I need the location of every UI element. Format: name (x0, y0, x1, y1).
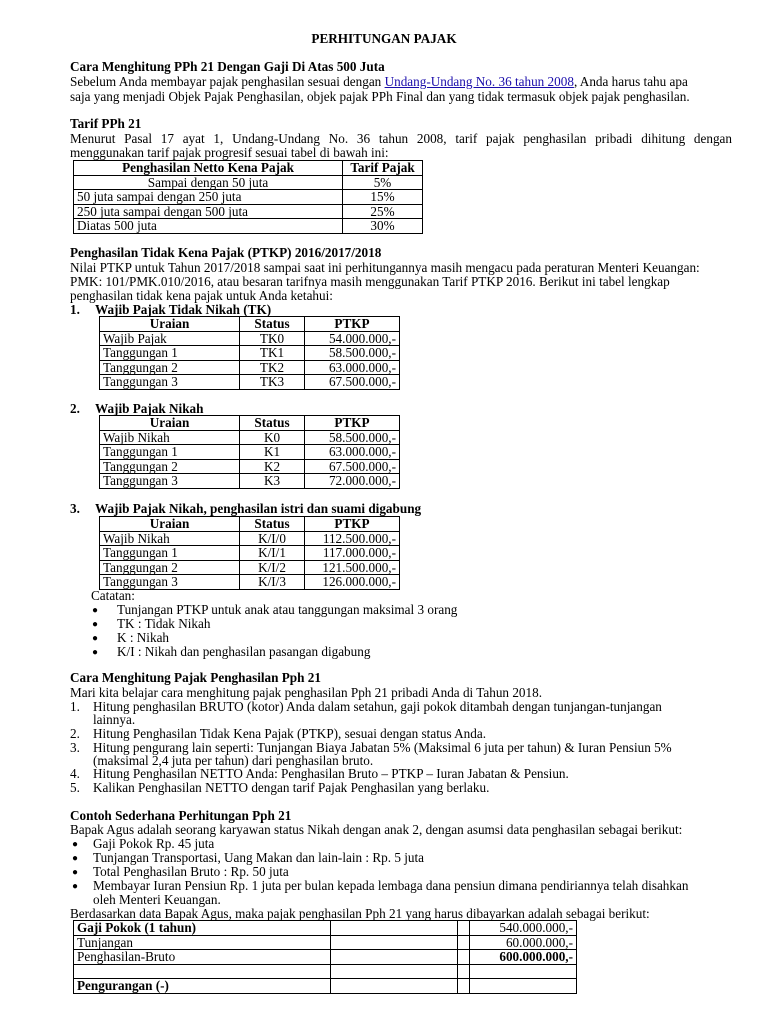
table-cell: TK1 (240, 346, 305, 361)
table-cell: Tanggungan 3 (100, 474, 240, 489)
table-header-cell: Penghasilan Netto Kena Pajak (74, 161, 343, 176)
paragraph-line: Nilai PTKP untuk Tahun 2017/2018 sampai saat ini perhitungannya masih mengacu pada peraturan Menteri Keuangan: (70, 260, 700, 275)
table-row (74, 964, 577, 979)
table-row (74, 175, 423, 190)
table-cell (331, 921, 458, 936)
table-cell: 60.000.000,- (470, 935, 577, 950)
table-cell: 112.500.000,- (305, 531, 400, 546)
catatan-label: Catatan: (91, 588, 135, 603)
table-cell: 121.500.000,- (305, 560, 400, 575)
table-row (74, 950, 577, 965)
table-row (100, 459, 400, 474)
note-item: K/I : Nikah dan penghasilan pasangan digabung (117, 644, 371, 659)
bullet-icon: ● (92, 605, 99, 616)
table-header-row (100, 517, 400, 532)
table-row (100, 360, 400, 375)
calculation-table (73, 920, 577, 994)
paragraph-line: penghasilan tidak kena pajak untuk Anda ketahui: (70, 288, 333, 303)
section-heading-ptkp: Penghasilan Tidak Kena Pajak (PTKP) 2016/2017/2018 (70, 245, 382, 260)
table-cell (74, 964, 331, 979)
table-header-row (100, 416, 400, 431)
table-cell: Tanggungan 3 (100, 575, 240, 590)
table-header-cell: Tarif Pajak (343, 161, 423, 176)
list-number: 4. (70, 766, 80, 781)
table-cell: 63.000.000,- (305, 360, 400, 375)
table-cell: Gaji Pokok (1 tahun) (74, 921, 331, 936)
table-header-cell: Status (240, 416, 305, 431)
table-row (74, 979, 577, 994)
table-cell (458, 935, 470, 950)
table-cell: 50 juta sampai dengan 250 juta (74, 190, 343, 205)
step-item: Hitung Penghasilan NETTO Anda: Penghasilan Bruto – PTKP – Iuran Jabatan & Pensiun. (93, 766, 569, 781)
step-item: Kalikan Penghasilan NETTO dengan tarif Pajak Penghasilan yang berlaku. (93, 780, 490, 795)
uu-36-2008-link[interactable]: Undang-Undang No. 36 tahun 2008 (384, 74, 574, 89)
table-row (74, 219, 423, 234)
paragraph-line: PMK: 101/PMK.010/2016, atau besaran tarifnya masih menggunakan Tarif PTKP 2016. Berikut ini tabel lengkap (70, 274, 670, 289)
list-number: 3. (70, 501, 80, 516)
table-cell: K/I/3 (240, 575, 305, 590)
table-cell: 15% (343, 190, 423, 205)
table-cell: K2 (240, 459, 305, 474)
step-item: Hitung penghasilan BRUTO (kotor) Anda dalam setahun, gaji pokok ditambah dengan tunjangan-tunjangan (93, 699, 662, 714)
table-cell (331, 950, 458, 965)
table-cell (331, 964, 458, 979)
table-cell: 72.000.000,- (305, 474, 400, 489)
table-cell (470, 979, 577, 994)
paragraph-text: , Anda harus tahu apa (573, 74, 688, 89)
bullet-icon: ● (92, 633, 99, 644)
example-item: Total Penghasilan Bruto : Rp. 50 juta (93, 864, 289, 879)
table-row (100, 375, 400, 390)
table-cell: 63.000.000,- (305, 445, 400, 460)
table-cell: Tunjangan (74, 935, 331, 950)
ptkp-table-nikah (99, 415, 400, 489)
table-cell: K/I/2 (240, 560, 305, 575)
list-number: 1. (70, 302, 80, 317)
paragraph-line (70, 75, 688, 89)
paragraph-line: Mari kita belajar cara menghitung pajak penghasilan Pph 21 pribadi Anda di Tahun 2018. (70, 685, 542, 700)
table-cell: 250 juta sampai dengan 500 juta (74, 204, 343, 219)
table-cell: Tanggungan 3 (100, 375, 240, 390)
table-cell: Wajib Nikah (100, 531, 240, 546)
section-heading-contoh: Contoh Sederhana Perhitungan Pph 21 (70, 808, 292, 823)
table-cell: 67.500.000,- (305, 375, 400, 390)
table-header-cell: Uraian (100, 416, 240, 431)
table-row (74, 204, 423, 219)
table-cell: 25% (343, 204, 423, 219)
table-cell: K1 (240, 445, 305, 460)
table-header-cell: PTKP (305, 416, 400, 431)
table-cell: 58.500.000,- (305, 346, 400, 361)
table-row (100, 430, 400, 445)
table-cell: 67.500.000,- (305, 459, 400, 474)
table-header-cell: Uraian (100, 517, 240, 532)
step-item-cont: lainnya. (93, 712, 136, 727)
table-cell: K/I/0 (240, 531, 305, 546)
paragraph-line: saja yang menjadi Objek Pajak Penghasilan, objek pajak PPh Final dan yang tidak termasuk objek pajak penghasilan. (70, 89, 690, 104)
table-cell: Pengurangan (-) (74, 979, 331, 994)
table-cell: 600.000.000,- (470, 950, 577, 965)
table-cell: Diatas 500 juta (74, 219, 343, 234)
table-header-cell: PTKP (305, 517, 400, 532)
example-item-cont: oleh Menteri Keuangan. (93, 892, 221, 907)
table-header-row (100, 317, 400, 332)
table-row (74, 935, 577, 950)
table-cell: Tanggungan 2 (100, 560, 240, 575)
bullet-icon: ● (92, 619, 99, 630)
paragraph-line: Berdasarkan data Bapak Agus, maka pajak penghasilan Pph 21 yang harus dibayarkan adalah sebagai berikut: (70, 906, 650, 921)
table-row (74, 190, 423, 205)
table-cell: Wajib Pajak (100, 331, 240, 346)
note-item: TK : Tidak Nikah (117, 616, 211, 631)
table-row (100, 560, 400, 575)
ptkp-table-digabung (99, 516, 400, 590)
table-cell: Wajib Nikah (100, 430, 240, 445)
bullet-icon: ● (72, 839, 79, 850)
table-row (100, 575, 400, 590)
paragraph-text: Sebelum Anda membayar pajak penghasilan sesuai dengan (70, 74, 385, 89)
table-cell: 30% (343, 219, 423, 234)
paragraph-line: menggunakan tarif pajak progresif sesuai tabel di bawah ini: (70, 145, 389, 160)
list-number: 3. (70, 740, 80, 755)
step-item: Hitung pengurang lain seperti: Tunjangan Biaya Jabatan 5% (Maksimal 6 juta per tahun) & Iuran Pensiun 5% (93, 740, 672, 755)
table-cell: K/I/1 (240, 546, 305, 561)
table-cell: Tanggungan 1 (100, 546, 240, 561)
table-header-cell: Status (240, 517, 305, 532)
list-number: 5. (70, 780, 80, 795)
table-cell: TK3 (240, 375, 305, 390)
table-cell: K0 (240, 430, 305, 445)
table-header-cell: Uraian (100, 317, 240, 332)
list-number: 2. (70, 401, 80, 416)
page-title: PERHITUNGAN PAJAK (311, 31, 457, 46)
table-cell: Sampai dengan 50 juta (74, 175, 343, 190)
table-cell: 126.000.000,- (305, 575, 400, 590)
bullet-icon: ● (72, 867, 79, 878)
section-heading-cara: Cara Menghitung Pajak Penghasilan Pph 21 (70, 670, 321, 685)
table-cell (331, 935, 458, 950)
table-row (100, 546, 400, 561)
example-item: Gaji Pokok Rp. 45 juta (93, 836, 215, 851)
table-cell: Penghasilan-Bruto (74, 950, 331, 965)
table-cell: Tanggungan 1 (100, 445, 240, 460)
ptkp-table3-title: Wajib Pajak Nikah, penghasilan istri dan suami digabung (95, 501, 422, 516)
table-row (74, 921, 577, 936)
example-item: Membayar Iuran Pensiun Rp. 1 juta per bulan kepada lembaga dana pensiun dimana pendiriannya telah disahkan (93, 878, 689, 893)
table-cell (458, 950, 470, 965)
list-number: 1. (70, 699, 80, 714)
section-heading-pph21-500juta: Cara Menghitung PPh 21 Dengan Gaji Di Atas 500 Juta (70, 59, 385, 74)
table-row (100, 331, 400, 346)
table-cell: Tanggungan 2 (100, 459, 240, 474)
table-cell: Tanggungan 1 (100, 346, 240, 361)
table-cell: K3 (240, 474, 305, 489)
note-item: K : Nikah (117, 630, 170, 645)
note-item: Tunjangan PTKP untuk anak atau tanggungan maksimal 3 orang (117, 602, 458, 617)
ptkp-table1-title: Wajib Pajak Tidak Nikah (TK) (95, 302, 272, 317)
paragraph-line: Menurut Pasal 17 ayat 1, Undang-Undang No. 36 tahun 2008, tarif pajak penghasilan pribadi dihitung dengan (70, 132, 732, 146)
table-cell (470, 964, 577, 979)
table-row (100, 445, 400, 460)
table-row (100, 531, 400, 546)
paragraph-line: Bapak Agus adalah seorang karyawan status Nikah dengan anak 2, dengan asumsi data penghasilan sebagai berikut: (70, 822, 683, 837)
table-cell: TK0 (240, 331, 305, 346)
bullet-icon: ● (92, 647, 99, 658)
example-item: Tunjangan Transportasi, Uang Makan dan lain-lain : Rp. 5 juta (93, 850, 424, 865)
table-cell (458, 921, 470, 936)
table-cell: TK2 (240, 360, 305, 375)
table-cell: 54.000.000,- (305, 331, 400, 346)
ptkp-table-tidak-nikah (99, 316, 400, 390)
table-cell: 5% (343, 175, 423, 190)
table-cell (458, 979, 470, 994)
table-header-cell: Status (240, 317, 305, 332)
tarif-table (73, 160, 423, 234)
table-cell (331, 979, 458, 994)
table-header-row (74, 161, 423, 176)
step-item: Hitung Penghasilan Tidak Kena Pajak (PTKP), sesuai dengan status Anda. (93, 726, 487, 741)
list-number: 2. (70, 726, 80, 741)
table-header-cell: PTKP (305, 317, 400, 332)
section-heading-tarif: Tarif PPh 21 (70, 116, 142, 131)
table-cell (458, 964, 470, 979)
table-cell: 58.500.000,- (305, 430, 400, 445)
ptkp-table2-title: Wajib Pajak Nikah (95, 401, 204, 416)
table-row (100, 346, 400, 361)
table-cell: Tanggungan 2 (100, 360, 240, 375)
table-cell: 117.000.000,- (305, 546, 400, 561)
table-cell: 540.000.000,- (470, 921, 577, 936)
step-item-cont: (maksimal 2,4 juta per tahun) dari penghasilan bruto. (93, 753, 374, 768)
bullet-icon: ● (72, 853, 79, 864)
table-row (100, 474, 400, 489)
bullet-icon: ● (72, 881, 79, 892)
